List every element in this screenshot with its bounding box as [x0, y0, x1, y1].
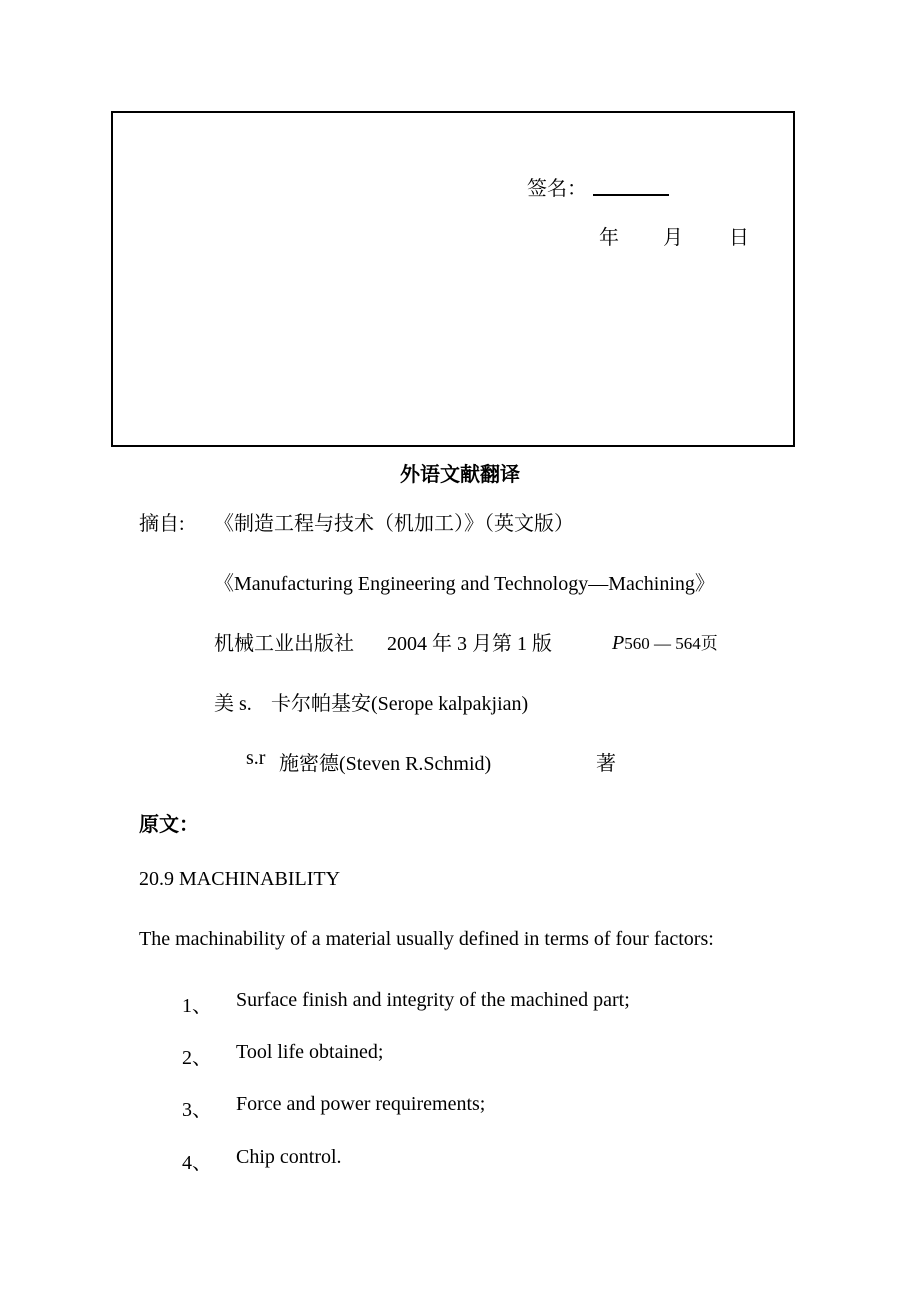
book-title-cn: 《制造工程与技术（机加工）》（英文版）	[214, 513, 574, 535]
factor-text: Tool life obtained;	[236, 1041, 384, 1063]
page-title: 外语文献翻译	[400, 462, 520, 486]
date-month-label: 月	[663, 227, 683, 249]
section-heading: 20.9 MACHINABILITY	[139, 868, 341, 890]
factor-number: 4、	[182, 1152, 212, 1174]
edition: 2004 年 3 月第 1 版	[387, 633, 552, 655]
excerpt-label: 摘自:	[139, 513, 185, 535]
original-label: 原文：	[139, 812, 199, 836]
factor-text: Surface finish and integrity of the machined part;	[236, 989, 630, 1011]
factor-text: Force and power requirements;	[236, 1093, 486, 1115]
factor-number: 2、	[182, 1047, 212, 1069]
page-suffix: 页	[700, 634, 718, 653]
author1-name: 卡尔帕基安(Serope kalpakjian)	[271, 693, 529, 715]
page-reference	[612, 629, 718, 655]
page-prefix: P	[612, 632, 625, 654]
page-range: 560 — 564	[624, 634, 701, 653]
factor-number: 1、	[182, 995, 212, 1017]
date-day-label: 日	[729, 227, 749, 249]
authored-label: 著	[596, 753, 616, 775]
factor-number: 3、	[182, 1099, 212, 1121]
signature-label: 签名：	[527, 178, 587, 200]
author2-prefix: s.r	[246, 747, 266, 769]
publisher: 机械工业出版社	[214, 633, 354, 655]
date-year-label: 年	[599, 227, 619, 249]
factor-text: Chip control.	[236, 1146, 342, 1168]
intro-paragraph: The machinability of a material usually defined in terms of four factors:	[139, 928, 714, 950]
author1-prefix: 美 s.	[214, 693, 252, 715]
author2-name: 施密德(Steven R.Schmid)	[279, 753, 492, 775]
book-title-en: 《Manufacturing Engineering and Technology—Machining》	[214, 573, 715, 595]
signature-box	[111, 111, 795, 447]
signature-line	[593, 194, 669, 196]
